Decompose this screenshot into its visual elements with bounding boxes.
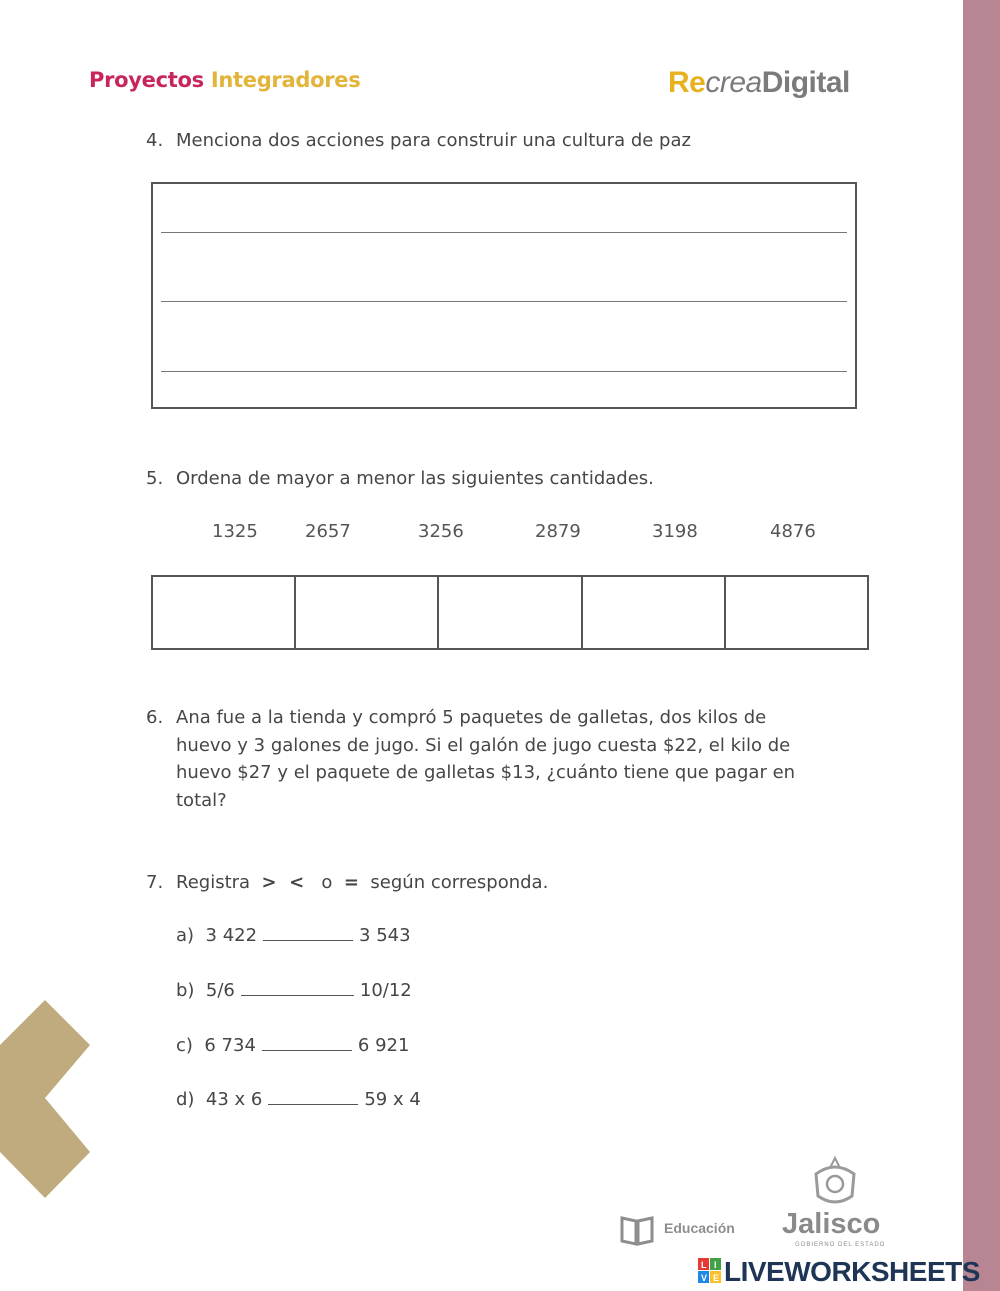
question-7-text: Registra > < o = según corresponda. (176, 872, 549, 893)
chevron-decoration (0, 1000, 90, 1200)
liveworksheets-logo[interactable]: LIVEWORKSHEETS (724, 1256, 980, 1287)
live-tile-letter: V (701, 1273, 708, 1283)
question-5: 5. Ordena de mayor a menor las siguientes cantidades. (146, 465, 846, 492)
recrea-digital-logo: RecreaDigital (668, 66, 850, 99)
jalisco-coat-of-arms-icon (808, 1156, 862, 1208)
answer-line-1[interactable] (161, 232, 847, 233)
comparison-item-c: c) 6 734 6 921 (176, 1035, 410, 1056)
number-item: 3256 (418, 521, 464, 542)
comparison-blank-d[interactable] (268, 1090, 358, 1105)
comparison-blank-c[interactable] (262, 1036, 352, 1051)
number-item: 3198 (652, 521, 698, 542)
number-item: 2879 (535, 521, 581, 542)
comparison-item-a: a) 3 422 3 543 (176, 925, 411, 946)
educacion-label: Educación (664, 1220, 735, 1236)
order-cell-1[interactable] (153, 577, 296, 648)
live-tile-letter: L (701, 1260, 707, 1270)
number-item: 4876 (770, 521, 816, 542)
decorative-side-bar (963, 0, 1000, 1291)
comparison-item-d: d) 43 x 6 59 x 4 (176, 1089, 421, 1110)
comparison-blank-b[interactable] (241, 981, 354, 996)
order-cell-3[interactable] (439, 577, 582, 648)
answer-line-3[interactable] (161, 371, 847, 372)
comparison-item-b: b) 5/6 10/12 (176, 980, 412, 1001)
gobierno-label: GOBIERNO DEL ESTADO (795, 1242, 886, 1248)
answer-box-q4[interactable] (151, 182, 857, 409)
question-5-text: Ordena de mayor a menor las siguientes cantidades. (176, 468, 654, 489)
number-item: 2657 (305, 521, 351, 542)
liveworksheets-tiles-icon (698, 1258, 722, 1284)
footer-logos (620, 1152, 960, 1252)
question-4: 4. Menciona dos acciones para construir una cultura de paz (146, 127, 846, 154)
question-4-text: Menciona dos acciones para construir una cultura de paz (176, 130, 691, 151)
live-tile-letter: E (713, 1273, 720, 1283)
number-item: 1325 (212, 521, 258, 542)
jalisco-logo: Jalisco (782, 1208, 881, 1240)
book-icon (620, 1214, 654, 1246)
question-7: 7. Registra > < o = según corresponda. (146, 869, 846, 896)
live-tile-letter: I (714, 1260, 717, 1270)
comparison-blank-a[interactable] (263, 926, 353, 941)
order-cell-4[interactable] (583, 577, 726, 648)
order-cell-2[interactable] (296, 577, 439, 648)
order-cell-5[interactable] (726, 577, 867, 648)
question-6-text: Ana fue a la tienda y compró 5 paquetes de galletas, dos kilos de huevo y 3 galones de jugo. Si el galón de jugo cuesta $22, el kilo de huevo $27 y el paquete de galletas $13, ¿cuánto tiene que pagar en total? (176, 707, 796, 811)
proyectos-integradores-logo: Proyectos Integradores (89, 68, 361, 92)
answer-line-2[interactable] (161, 301, 847, 302)
order-answer-table (151, 575, 869, 650)
